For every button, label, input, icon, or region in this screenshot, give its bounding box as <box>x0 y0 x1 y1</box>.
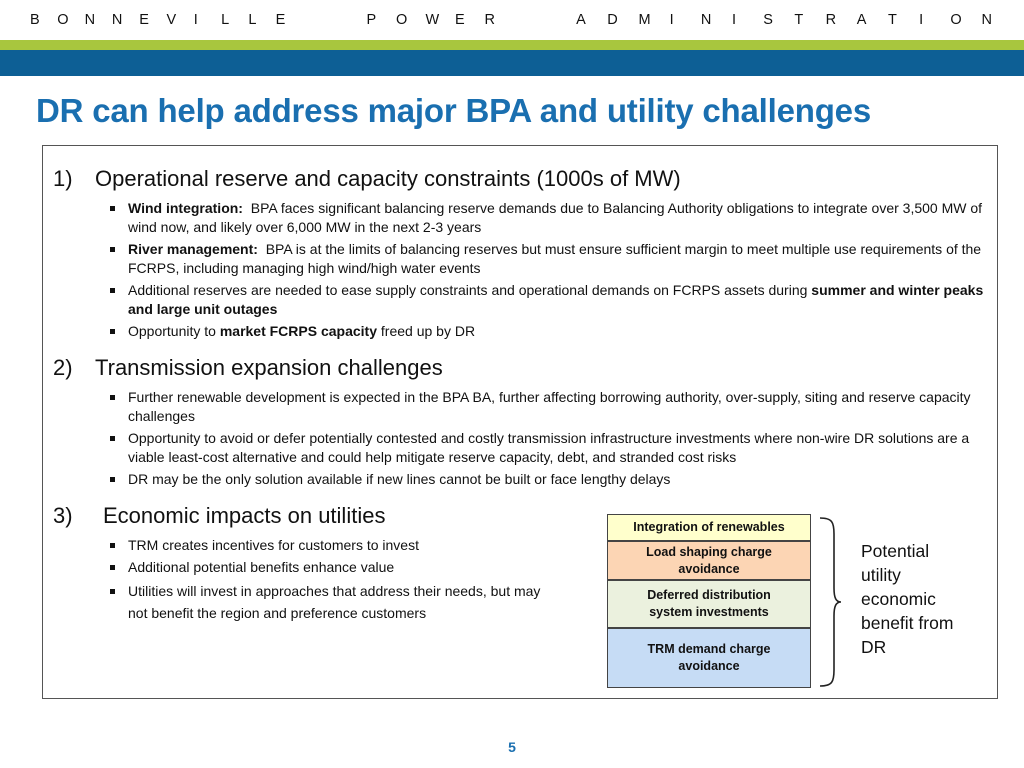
section-title: Economic impacts on utilities <box>103 503 386 528</box>
bullet-marker <box>110 477 115 482</box>
org-word-administration: A D M I N I S T R A T I O N <box>576 12 992 28</box>
list-item: DR may be the only solution available if new lines cannot be built or face lengthy delays <box>109 470 985 489</box>
list-item: Additional reserves are needed to ease supply constraints and operational demands on FCRPS assets during summer and winter peaks and large unit outages <box>109 281 985 319</box>
benefit-note: Potential utility economic benefit from DR <box>861 541 954 657</box>
list-item: River management: BPA is at the limits of balancing reserves but must ensure sufficient margin to meet multiple use requirements of the FCRPS, including managing high wind/high water events <box>109 240 985 278</box>
bullet-marker <box>110 247 115 252</box>
benefit-box-trm-demand-charge: TRM demand charge avoidance <box>607 628 811 688</box>
org-word-bonneville: B O N N E V I L L E <box>30 12 286 28</box>
section-1-heading <box>53 166 681 192</box>
organization-header <box>0 0 1024 40</box>
bullet-marker <box>110 589 115 594</box>
content-box <box>42 145 998 699</box>
bullet-marker <box>110 395 115 400</box>
header-blue-band <box>0 50 1024 76</box>
list-item: TRM creates incentives for customers to invest <box>109 536 549 555</box>
benefit-box-load-shaping: Load shaping charge avoidance <box>607 541 811 580</box>
section-3-bullets <box>109 536 549 627</box>
section-3-heading <box>53 503 385 529</box>
benefit-box-integration-of-renewables: Integration of renewables <box>607 514 811 541</box>
list-item: Utilities will invest in approaches that address their needs, but may not benefit the region and preference customers <box>109 580 549 624</box>
list-item: Opportunity to avoid or defer potentially contested and costly transmission infrastructure investments where non-wire DR solutions are a viable least-cost alternative and could help mitigate reserve capacity, debt, and stranded cost risks <box>109 429 985 467</box>
list-item: Wind integration: BPA faces significant balancing reserve demands due to Balancing Authority obligations to integrate over 3,500 MW of wind now, and likely over 6,000 MW in the next 2-3 years <box>109 199 985 237</box>
bullet-marker <box>110 436 115 441</box>
section-title: Transmission expansion challenges <box>95 355 443 380</box>
bullet-marker <box>110 329 115 334</box>
bullet-marker <box>110 206 115 211</box>
list-item: Additional potential benefits enhance value <box>109 558 549 577</box>
bullet-marker <box>110 288 115 293</box>
list-item: Further renewable development is expected in the BPA BA, further affecting borrowing authority, over-supply, siting and reserve capacity challenges <box>109 388 985 426</box>
org-word-power: P O W E R <box>366 12 495 28</box>
section-1-bullets <box>109 199 985 344</box>
list-item: Opportunity to market FCRPS capacity freed up by DR <box>109 322 985 341</box>
right-brace-icon <box>818 516 842 688</box>
header-green-band <box>0 40 1024 50</box>
section-number: 1) <box>53 166 73 191</box>
section-number: 2) <box>53 355 73 380</box>
section-number: 3) <box>53 503 73 528</box>
benefit-box-deferred-distribution: Deferred distribution system investments <box>607 580 811 628</box>
section-2-bullets <box>109 388 985 492</box>
page-number: 5 <box>508 739 516 755</box>
section-title: Operational reserve and capacity constraints (1000s of MW) <box>95 166 681 191</box>
slide-title: DR can help address major BPA and utility challenges <box>36 92 871 129</box>
bullet-marker <box>110 543 115 548</box>
section-2-heading <box>53 355 443 381</box>
bullet-marker <box>110 565 115 570</box>
